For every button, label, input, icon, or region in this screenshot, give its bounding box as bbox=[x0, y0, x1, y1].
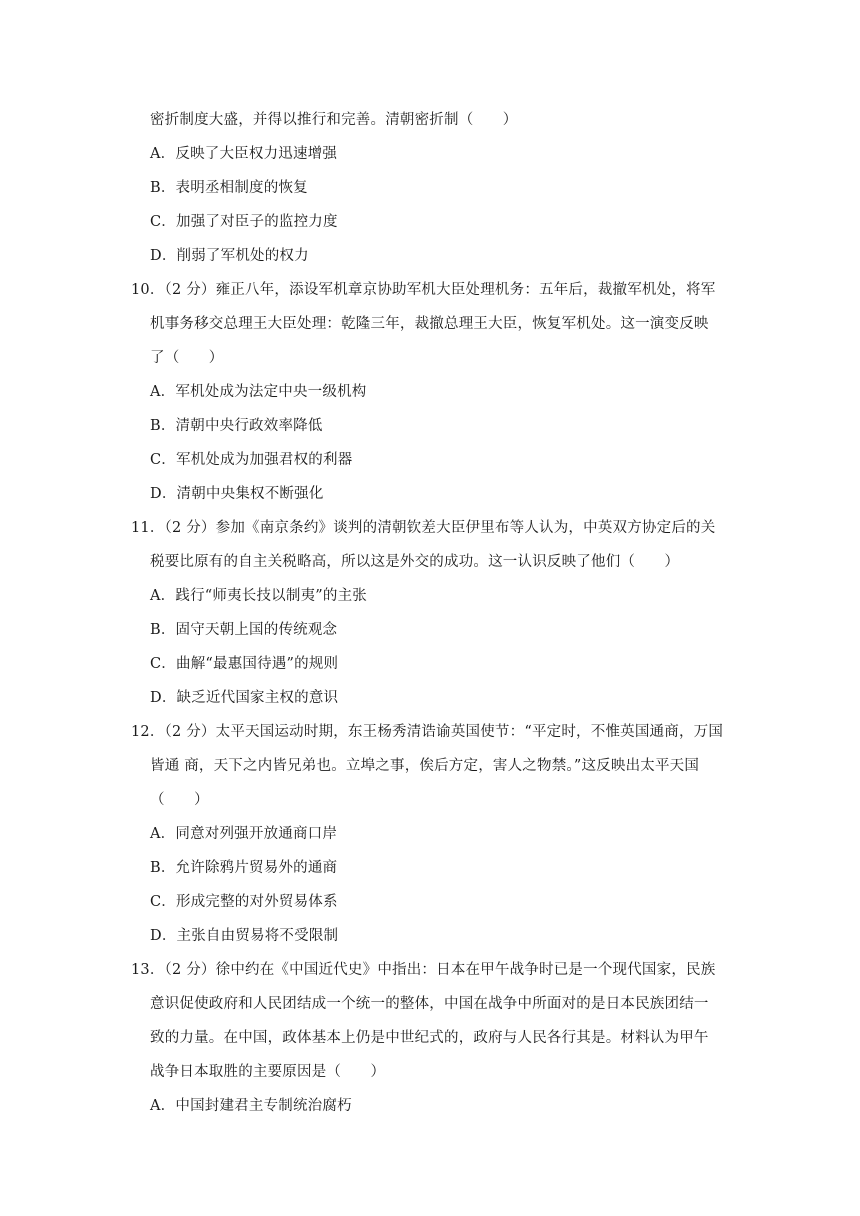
question-11 bbox=[0, 511, 860, 715]
question-13-option-a[interactable]: A．中国封建君主专制统治腐朽 bbox=[150, 1098, 352, 1114]
question-9-option-c[interactable]: C．加强了对臣子的监控力度 bbox=[150, 214, 338, 230]
question-12 bbox=[0, 715, 860, 953]
question-11-option-c[interactable]: C．曲解“最惠国待遇”的规则 bbox=[150, 656, 339, 672]
question-13-stem-line: 意识促使政府和人民团结成一个统一的整体，中国在战争中所面对的是日本民族团结一 bbox=[150, 996, 709, 1012]
question-10-options bbox=[0, 375, 860, 511]
question-9-option-b[interactable]: B．表明丞相制度的恢复 bbox=[150, 180, 308, 196]
question-11-options bbox=[0, 579, 860, 715]
question-9-option-a[interactable]: A．反映了大臣权力迅速增强 bbox=[150, 146, 338, 162]
question-10 bbox=[0, 273, 860, 511]
question-12-option-d[interactable]: D．主张自由贸易将不受限制 bbox=[150, 928, 339, 944]
question-11-option-a[interactable]: A．践行“师夷长技以制夷”的主张 bbox=[150, 588, 367, 604]
question-9-stem-line: 密折制度大盛，并得以推行和完善。清朝密折制（ ） bbox=[150, 112, 518, 128]
question-10-option-c[interactable]: C．军机处成为加强君权的利器 bbox=[150, 452, 353, 468]
question-10-option-b[interactable]: B．清朝中央行政效率降低 bbox=[150, 418, 323, 434]
question-9 bbox=[0, 103, 860, 273]
question-13-stem-line: 13．（2 分）徐中约在《中国近代史》中指出：日本在甲午战争时已是一个现代国家，民族 bbox=[131, 962, 716, 978]
question-13-stem-line: 致的力量。在中国，政体基本上仍是中世纪式的，政府与人民各行其是。材料认为甲午 bbox=[150, 1030, 709, 1046]
question-13 bbox=[0, 953, 860, 1123]
question-12-option-c[interactable]: C．形成完整的对外贸易体系 bbox=[150, 894, 338, 910]
question-11-option-d[interactable]: D．缺乏近代国家主权的意识 bbox=[150, 690, 339, 706]
question-12-stem-line: 皆通 商，天下之内皆兄弟也。立埠之事，俟后方定，害人之物禁。”这反映出太平天国 bbox=[150, 758, 700, 774]
question-9-option-d[interactable]: D．削弱了军机处的权力 bbox=[150, 248, 309, 264]
question-13-options bbox=[0, 1089, 860, 1123]
question-12-option-a[interactable]: A．同意对列强开放通商口岸 bbox=[150, 826, 338, 842]
question-9-options bbox=[0, 137, 860, 273]
question-11-stem-line: 11．（2 分）参加《南京条约》谈判的清朝钦差大臣伊里布等人认为，中英双方协定后的关 bbox=[131, 520, 716, 536]
question-10-stem-line: 机事务移交总理王大臣处理：乾隆三年，裁撤总理王大臣，恢复军机处。这一演变反映 bbox=[150, 316, 709, 332]
question-10-stem-line: 10．（2 分）雍正八年，添设军机章京协助军机大臣处理机务：五年后，裁撤军机处，将军 bbox=[131, 282, 716, 298]
question-12-stem-line: （ ） bbox=[150, 792, 209, 808]
question-list bbox=[0, 103, 860, 1123]
question-12-stem-line: 12．（2 分）太平天国运动时期，东王杨秀清诰谕英国使节：“平定时，不惟英国通商，万国 bbox=[131, 724, 724, 740]
question-10-stem-line: 了（ ） bbox=[150, 350, 224, 366]
question-12-option-b[interactable]: B．允许除鸦片贸易外的通商 bbox=[150, 860, 338, 876]
question-10-option-a[interactable]: A．军机处成为法定中央一级机构 bbox=[150, 384, 367, 400]
question-11-stem-line: 税要比原有的自主关税略高，所以这是外交的成功。这一认识反映了他们（ ） bbox=[150, 554, 680, 570]
question-12-options bbox=[0, 817, 860, 953]
question-11-option-b[interactable]: B．固守天朝上国的传统观念 bbox=[150, 622, 338, 638]
question-10-option-d[interactable]: D．清朝中央集权不断强化 bbox=[150, 486, 324, 502]
question-13-stem-line: 战争日本取胜的主要原因是（ ） bbox=[150, 1064, 386, 1080]
